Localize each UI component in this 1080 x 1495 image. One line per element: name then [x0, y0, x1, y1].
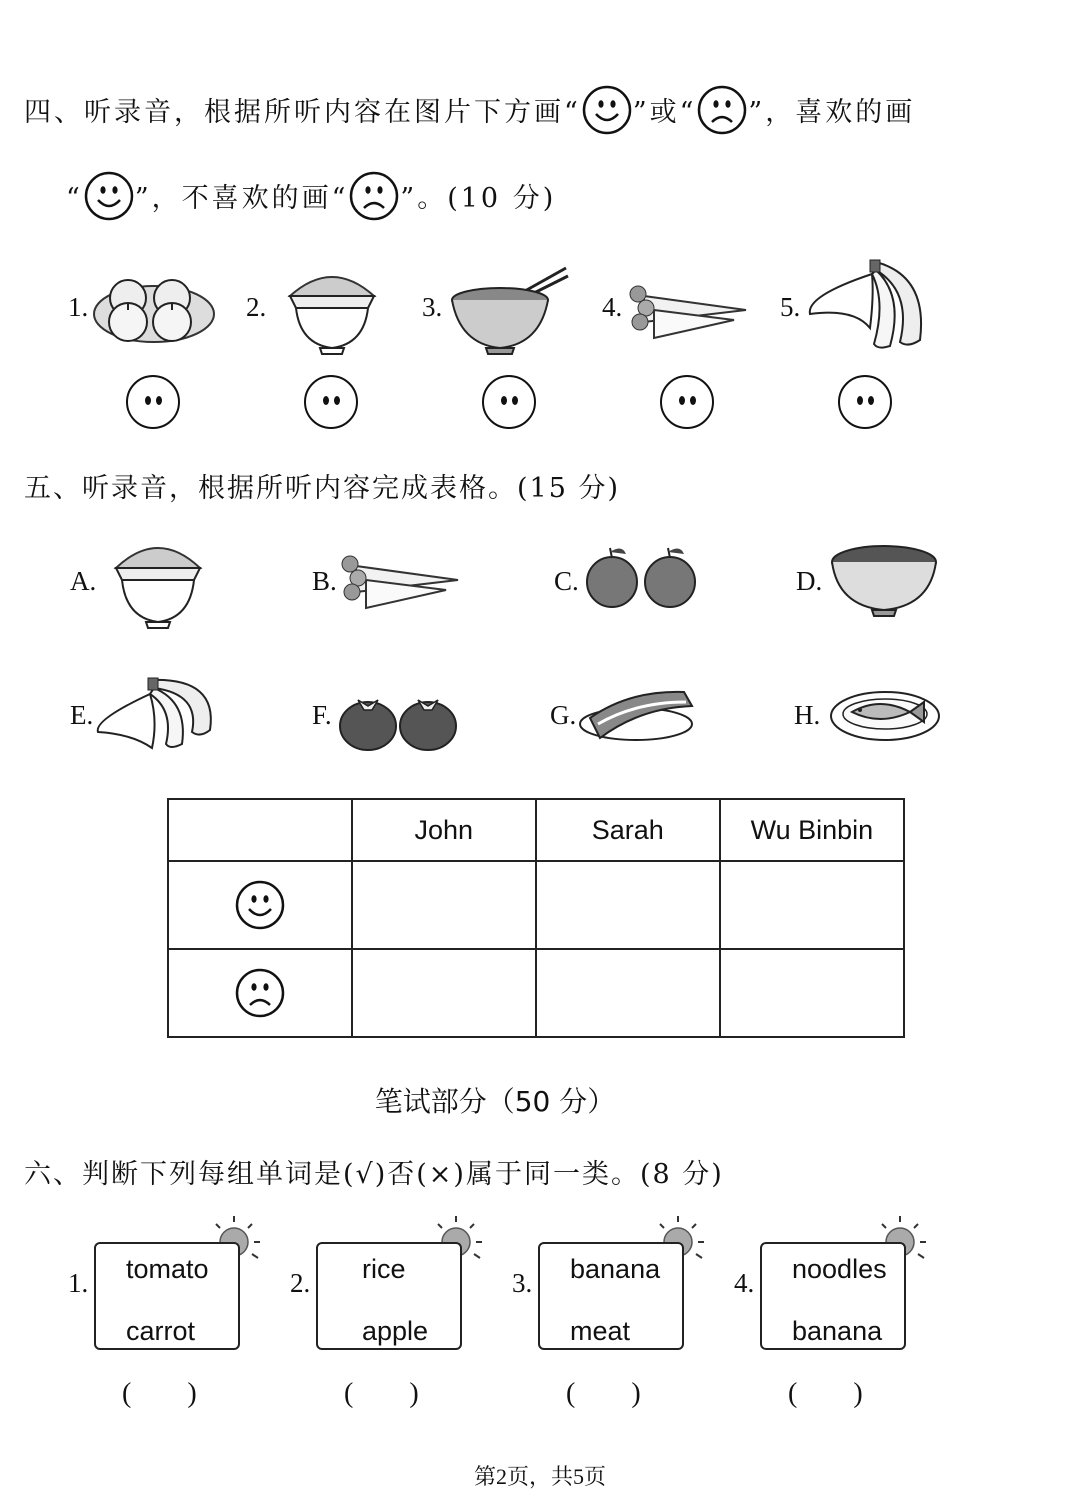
- blank-face-3[interactable]: [482, 375, 536, 429]
- bananas-icon: [804, 256, 928, 352]
- table-header-cell: [168, 799, 352, 861]
- fish-plate-icon: [830, 686, 940, 742]
- word: apple: [362, 1316, 429, 1346]
- smiley-face-icon: [581, 84, 633, 143]
- table-row: [168, 861, 904, 949]
- section4-heading-part-a: 四、听录音，根据所听内容在图片下方画“: [24, 97, 581, 128]
- answer-cell[interactable]: [352, 949, 536, 1037]
- section4-heading-line1: [24, 84, 915, 143]
- word: meat: [570, 1316, 631, 1346]
- section4-heading-part-c: ”，喜欢的画: [748, 97, 916, 128]
- group-label: 3.: [512, 1268, 533, 1298]
- apples-icon: [584, 544, 700, 610]
- section4-heading-part-d: “: [66, 183, 83, 214]
- item-label: 2.: [246, 292, 267, 322]
- eye: [323, 396, 329, 405]
- item-label: D.: [796, 566, 823, 596]
- row-face-cell: [168, 861, 352, 949]
- item-label: 3.: [422, 292, 443, 322]
- blank-face-2[interactable]: [304, 375, 358, 429]
- table-header-cell: Wu Binbin: [720, 799, 904, 861]
- item-label: F.: [312, 700, 332, 730]
- item-label: E.: [70, 700, 94, 730]
- group-label: 4.: [734, 1268, 755, 1298]
- eye: [501, 396, 507, 405]
- table-row: [168, 949, 904, 1037]
- word: carrot: [126, 1316, 196, 1346]
- carrots-icon: [624, 276, 750, 346]
- sad-face-icon: [234, 967, 286, 1019]
- answer-cell[interactable]: [720, 949, 904, 1037]
- item-label: 4.: [602, 292, 623, 322]
- section4-heading-line2: [66, 170, 556, 229]
- answer-cell[interactable]: [536, 949, 720, 1037]
- eye: [679, 396, 685, 405]
- smiley-face-icon: [234, 879, 286, 931]
- tomatoes-icon: [338, 690, 458, 752]
- answer-blank[interactable]: ( ): [122, 1378, 197, 1409]
- apples-icon: [92, 270, 216, 346]
- answer-table: [167, 798, 905, 1038]
- page-footer: 第2页，共5页: [473, 1464, 606, 1489]
- noodles-bowl-icon: [450, 266, 570, 354]
- eye: [512, 396, 518, 405]
- item-label: A.: [70, 566, 97, 596]
- sad-face-icon: [696, 84, 748, 143]
- group-label: 2.: [290, 1268, 311, 1298]
- blank-face-5[interactable]: [838, 375, 892, 429]
- smiley-face-icon: [83, 170, 135, 229]
- answer-blank[interactable]: ( ): [566, 1378, 641, 1409]
- item-label: G.: [550, 700, 577, 730]
- eye: [334, 396, 340, 405]
- section5-heading: 五、听录音，根据所听内容完成表格。(15 分): [24, 473, 621, 504]
- word-group-box: [94, 1242, 240, 1350]
- written-section-title: 笔试部分（50 分）: [374, 1085, 616, 1118]
- item-label: 1.: [68, 292, 89, 322]
- sad-face-icon: [348, 170, 400, 229]
- word: noodles: [792, 1254, 887, 1284]
- rice-bowl-icon: [110, 530, 206, 630]
- section4-heading-part-b: ”或“: [632, 97, 697, 128]
- meat-icon: [580, 684, 698, 746]
- answer-cell[interactable]: [352, 861, 536, 949]
- eye: [156, 396, 162, 405]
- answer-blank[interactable]: ( ): [788, 1378, 863, 1409]
- rice-bowl-icon: [284, 260, 380, 356]
- answer-cell[interactable]: [720, 861, 904, 949]
- section4-heading-part-f: ”。(10 分): [400, 183, 557, 214]
- table-header-cell: Sarah: [536, 799, 720, 861]
- eye: [857, 396, 863, 405]
- answer-cell[interactable]: [536, 861, 720, 949]
- word: tomato: [126, 1254, 209, 1284]
- section6-heading: 六、判断下列每组单词是(√)否(×)属于同一类。(8 分): [24, 1159, 724, 1190]
- word-group-box: [538, 1242, 684, 1350]
- bananas-icon: [92, 672, 218, 754]
- item-label: H.: [794, 700, 821, 730]
- item-label: 5.: [780, 292, 801, 322]
- carrots-icon: [336, 548, 462, 614]
- noodles-bowl-icon: [830, 540, 938, 616]
- item-label: C.: [554, 566, 579, 596]
- table-header-row: [168, 799, 904, 861]
- word-group-box: [316, 1242, 462, 1350]
- answer-blank[interactable]: ( ): [344, 1378, 419, 1409]
- table-header-cell: John: [352, 799, 536, 861]
- word: rice: [362, 1254, 406, 1284]
- eye: [690, 396, 696, 405]
- row-face-cell: [168, 949, 352, 1037]
- group-label: 1.: [68, 1268, 89, 1298]
- item-label: B.: [312, 566, 337, 596]
- word: banana: [792, 1316, 883, 1346]
- section4-heading-part-e: ”，不喜欢的画“: [134, 183, 349, 214]
- word: banana: [570, 1254, 661, 1284]
- word-group-box: [760, 1242, 906, 1350]
- blank-face-1[interactable]: [126, 375, 180, 429]
- eye: [868, 396, 874, 405]
- eye: [145, 396, 151, 405]
- blank-face-4[interactable]: [660, 375, 714, 429]
